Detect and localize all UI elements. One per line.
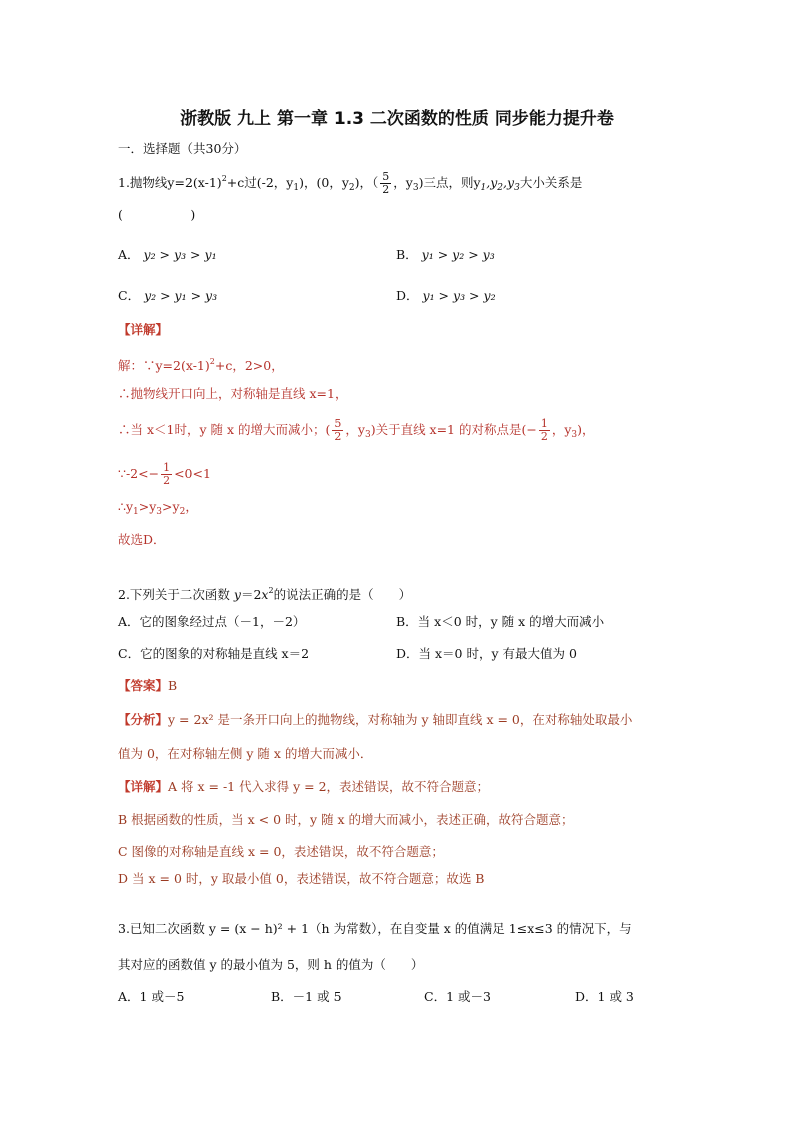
page-title: 浙教版 九上 第一章 1.3 二次函数的性质 同步能力提升卷 <box>180 109 614 129</box>
q1-option-b: B． y₁ > y₂ > y₃ <box>396 247 495 262</box>
q2-detail-line-3: C 图像的对称轴是直线 x = 0，表述错误，故不符合题意； <box>118 844 444 859</box>
q3-stem-line-2: 其对应的函数值 y 的最小值为 5，则 h 的值为（ ） <box>118 957 424 972</box>
q1-option-a: A． y₂ > y₃ > y₁ <box>118 247 217 262</box>
q2-analysis-line-1: 【分析】y = 2x² 是一条开口向上的抛物线，对称轴为 y 轴即直线 x = 0，在对称轴处取最小 <box>118 712 633 727</box>
q2-option-b: B．当 x＜0 时，y 随 x 的增大而减小 <box>396 614 605 629</box>
q1-solution-line-5: $\therefore y_1>y_3>y_2$， <box>118 499 198 517</box>
q2-stem: 2.下列关于二次函数 $y=2x^2$的说法正确的是（ ） <box>118 586 412 602</box>
q2-answer: 【答案】B <box>118 678 178 693</box>
q3-stem-line-1: 3.已知二次函数 y = (x − h)² + 1（h 为常数），在自变量 x 的值满足 1≤x≤3 的情况下，与 <box>118 921 632 936</box>
q1-answer-blank: ( ) <box>118 207 196 222</box>
q1-solution-line-2: ∴抛物线开口向上，对称轴是直线 x=1， <box>118 386 348 401</box>
q2-detail-line-4: D 当 x = 0 时，y 取最小值 0，表述错误，故不符合题意；故选 B <box>118 871 485 886</box>
q3-option-c: C．1 或－3 <box>424 989 491 1004</box>
q1-solution-line-3: ∴当 x＜1时，y 随 x 的增大而减小；( $\frac{5}{2}$ ，$y_3$)关于直线 x=1 的对称点是(− $\frac{1}{2}$ ，$y_3$)， <box>118 417 595 443</box>
q1-option-c: C． y₂ > y₁ > y₃ <box>118 288 218 303</box>
q2-detail-line-2: B 根据函数的性质，当 x < 0 时，y 随 x 的增大而减小，表述正确，故符合题意； <box>118 812 574 827</box>
q1-stem: 1.抛物线$y=2(x-1)^2+c$过(-2，$y_1$)，(0，$y_2$)，（ $\frac{5}{2}$ ，$y_3$)三点，则$y_1,y_2,y_3$大小关系是 <box>118 170 583 196</box>
q2-option-c: C．它的图象的对称轴是直线 x＝2 <box>118 646 310 661</box>
q3-option-a: A．1 或－5 <box>118 989 185 1004</box>
q1-solution-line-6: 故选D． <box>118 532 166 547</box>
q1-option-d: D． y₁ > y₃ > y₂ <box>396 288 496 303</box>
q3-option-d: D．1 或 3 <box>575 989 634 1004</box>
section-heading: 一．选择题（共30分） <box>118 141 247 156</box>
q3-option-b: B．－1 或 5 <box>271 989 342 1004</box>
q1-solution-line-1: 解：$\because y=2(x-1)^2+c$，2>0， <box>118 357 284 373</box>
q1-solution-line-4: ∵-2<− $\frac{1}{2}$ <0<1 <box>118 461 211 487</box>
q2-option-d: D．当 x＝0 时，y 有最大值为 0 <box>396 646 577 661</box>
q2-option-a: A．它的图象经过点（－1，－2） <box>118 614 306 629</box>
q1-detail-tag: 【详解】 <box>118 322 169 337</box>
q2-analysis-line-2: 值为 0，在对称轴左侧 y 随 x 的增大而减小． <box>118 746 373 761</box>
q2-detail-line-1: 【详解】A 将 x = -1 代入求得 y = 2，表述错误，故不符合题意； <box>118 779 490 794</box>
q1-fraction: $\frac{5}{2}$ <box>382 170 390 196</box>
